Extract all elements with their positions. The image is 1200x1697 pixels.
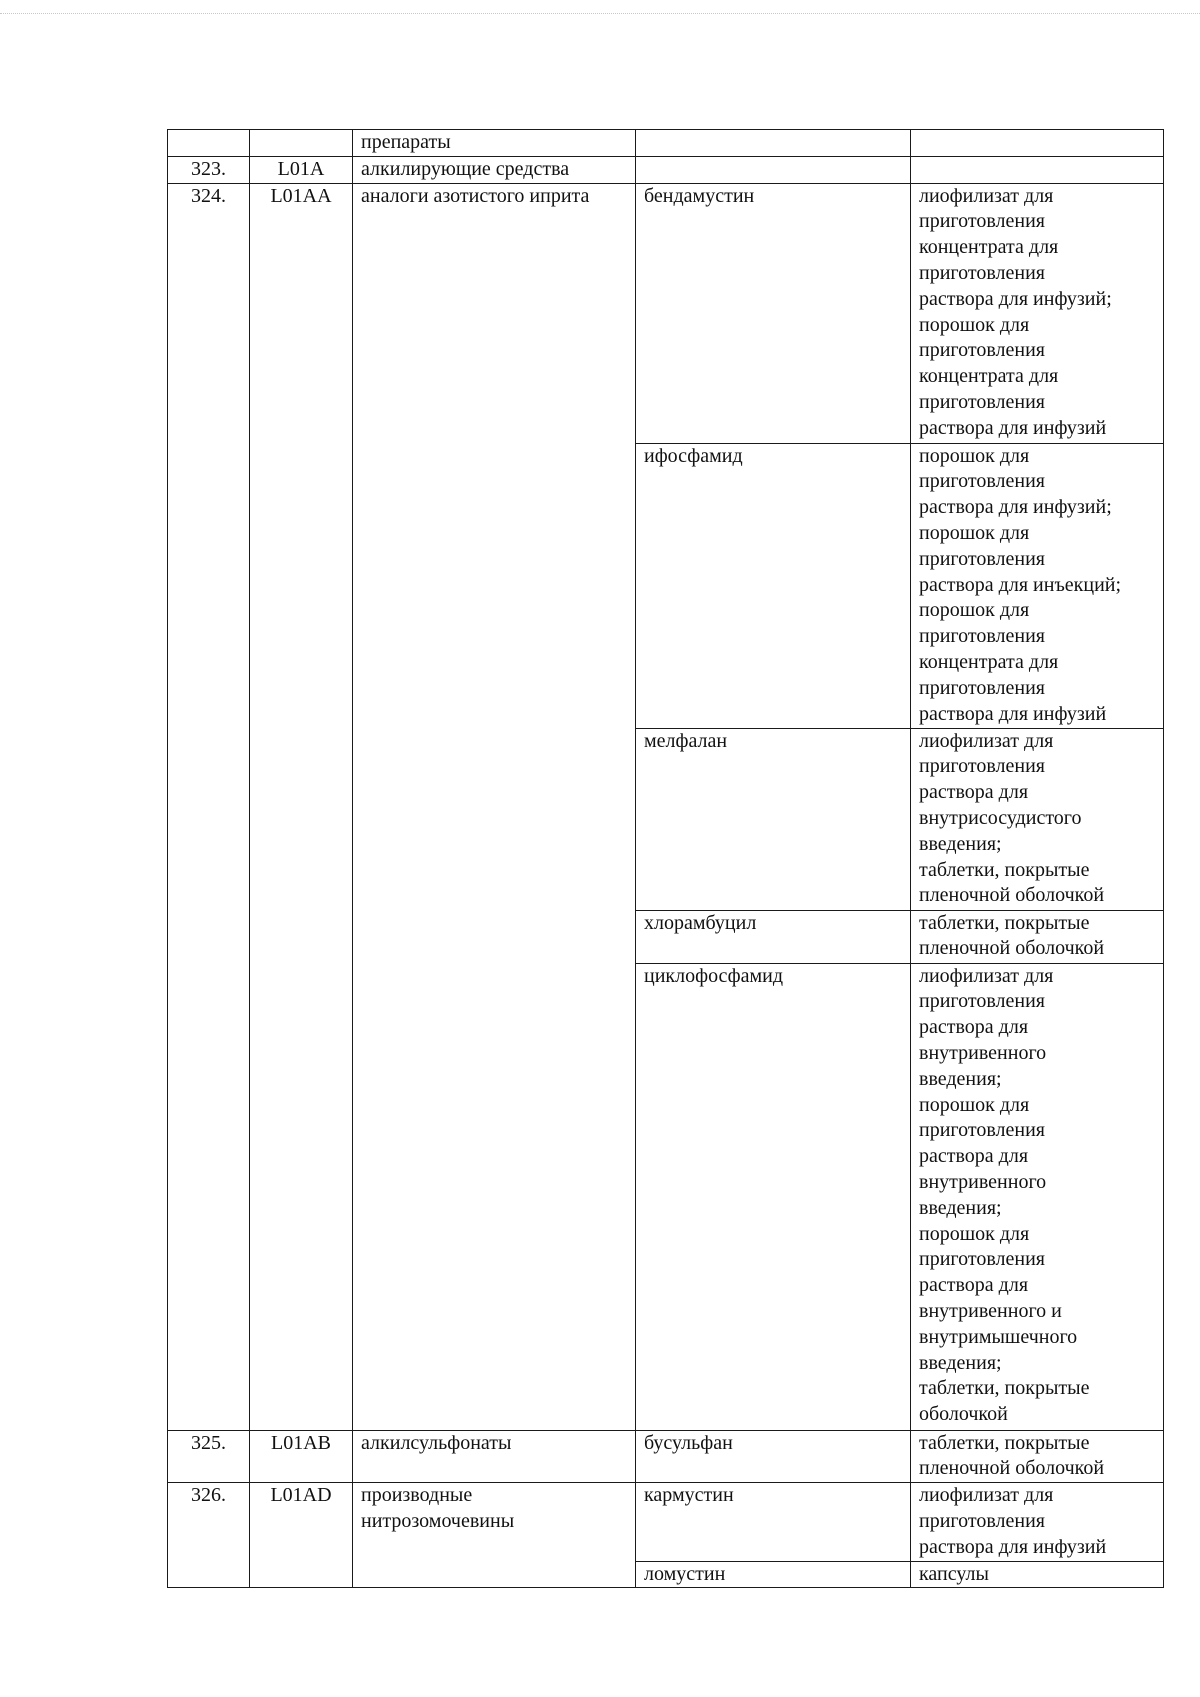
drug-name: циклофосфамид [636,963,911,1430]
dosage-forms: таблетки, покрытые пленочной оболочкой [911,1430,1164,1483]
atc-code: L01AB [250,1430,353,1483]
atc-code: L01AA [250,183,353,1430]
anatomical-therapeutic-group: алкилсульфонаты [353,1430,636,1483]
dosage-forms: лиофилизат для приготовления концентрата для приготовления раствора для инфузий; порошок для приготовления концентрата для приготовления раствора для инфузий [911,183,1164,443]
drug-name: кармустин [636,1483,911,1561]
dosage-forms: таблетки, покрытые пленочной оболочкой [911,910,1164,963]
row-number: 326. [168,1483,250,1588]
drug-name [636,130,911,157]
table-row-324-bendamustine [168,183,1164,443]
dosage-forms: порошок для приготовления раствора для инфузий; порошок для приготовления раствора для инъекций; порошок для приготовления концентрата для приготовления раствора для инфузий [911,443,1164,728]
table-row-preparations [168,130,1164,157]
drug-name: бусульфан [636,1430,911,1483]
atc-code: L01AD [250,1483,353,1588]
anatomical-therapeutic-group: препараты [353,130,636,157]
dosage-forms [911,130,1164,157]
row-number [168,130,250,157]
row-number: 323. [168,156,250,183]
drug-name: бендамустин [636,183,911,443]
drug-name: мелфалан [636,728,911,910]
table-row-323 [168,156,1164,183]
drug-name [636,156,911,183]
anatomical-therapeutic-group: производные нитрозомочевины [353,1483,636,1588]
dosage-forms: капсулы [911,1561,1164,1588]
anatomical-therapeutic-group: алкилирующие средства [353,156,636,183]
drug-list-table [167,129,1164,1588]
row-number: 324. [168,183,250,1430]
anatomical-therapeutic-group: аналоги азотистого иприта [353,183,636,1430]
atc-code: L01A [250,156,353,183]
drug-name: хлорамбуцил [636,910,911,963]
row-number: 325. [168,1430,250,1483]
table-row-325 [168,1430,1164,1483]
dosage-forms: лиофилизат для приготовления раствора для инфузий [911,1483,1164,1561]
table-row-326-carmustine [168,1483,1164,1561]
dosage-forms: лиофилизат для приготовления раствора для внутрисосудистого введения; таблетки, покрытые пленочной оболочкой [911,728,1164,910]
scan-edge-line [0,13,1200,14]
dosage-forms: лиофилизат для приготовления раствора для внутривенного введения; порошок для приготовления раствора для внутривенного введения; порошок для приготовления раствора для внутривенного и внутримышечного введения; таблетки, покрытые оболочкой [911,963,1164,1430]
dosage-forms [911,156,1164,183]
atc-code [250,130,353,157]
drug-name: ифосфамид [636,443,911,728]
drug-name: ломустин [636,1561,911,1588]
